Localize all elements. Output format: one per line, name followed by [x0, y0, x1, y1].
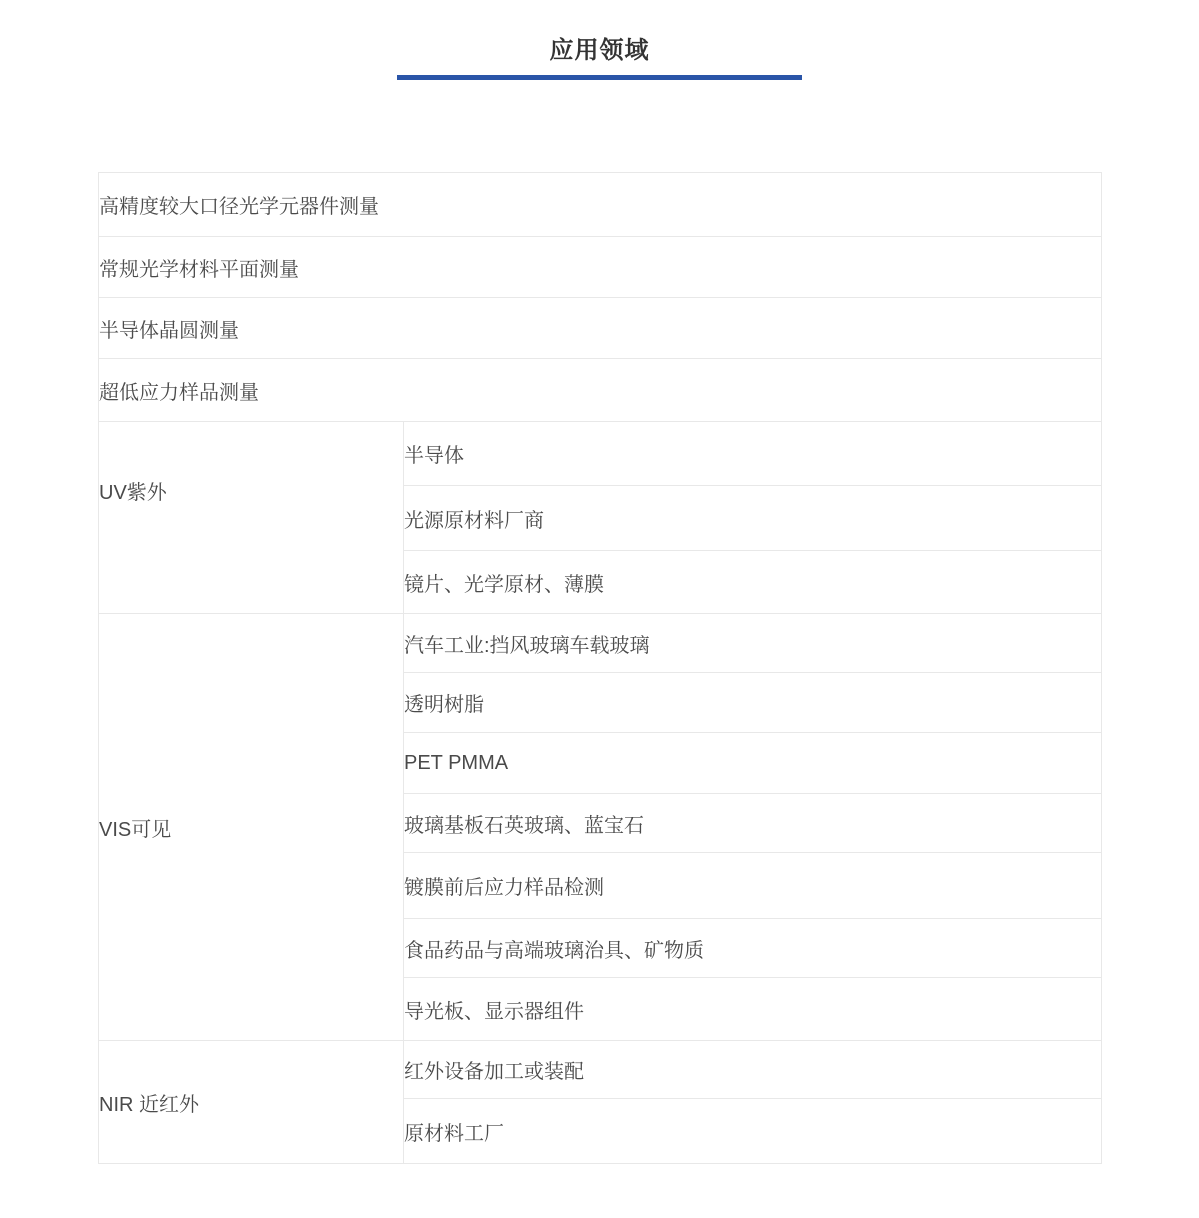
application-item: 镀膜前后应力样品检测 [404, 853, 1102, 919]
application-item: 镜片、光学原材、薄膜 [404, 551, 1102, 614]
table-row [99, 173, 1102, 237]
application-item: 光源原材料厂商 [404, 486, 1102, 551]
page-title: 应用领域 [549, 37, 650, 64]
table-row [99, 422, 1102, 486]
application-cell: 超低应力样品测量 [99, 359, 1102, 422]
applications-table [98, 172, 1102, 1164]
group-label-uv: UV紫外 [99, 422, 404, 614]
table-row [99, 298, 1102, 359]
application-item: 透明树脂 [404, 673, 1102, 733]
application-cell: 高精度较大口径光学元器件测量 [99, 173, 1102, 237]
group-label-nir: NIR 近红外 [99, 1041, 404, 1164]
application-item: 汽车工业:挡风玻璃车载玻璃 [404, 614, 1102, 673]
table-row [99, 614, 1102, 673]
table-row [99, 359, 1102, 422]
application-item: 导光板、显示器组件 [404, 978, 1102, 1041]
table-row [99, 237, 1102, 298]
table-row [99, 1041, 1102, 1099]
group-label-vis: VIS可见 [99, 614, 404, 1041]
application-cell: 半导体晶圆测量 [99, 298, 1102, 359]
application-item: PET PMMA [404, 733, 1102, 794]
application-item: 食品药品与高端玻璃治具、矿物质 [404, 919, 1102, 978]
application-cell: 常规光学材料平面测量 [99, 237, 1102, 298]
application-item: 原材料工厂 [404, 1099, 1102, 1164]
application-item: 玻璃基板石英玻璃、蓝宝石 [404, 794, 1102, 853]
application-item: 半导体 [404, 422, 1102, 486]
section-header [0, 0, 1199, 80]
application-item: 红外设备加工或装配 [404, 1041, 1102, 1099]
applications-section [98, 172, 1102, 1164]
title-underline [397, 75, 802, 80]
